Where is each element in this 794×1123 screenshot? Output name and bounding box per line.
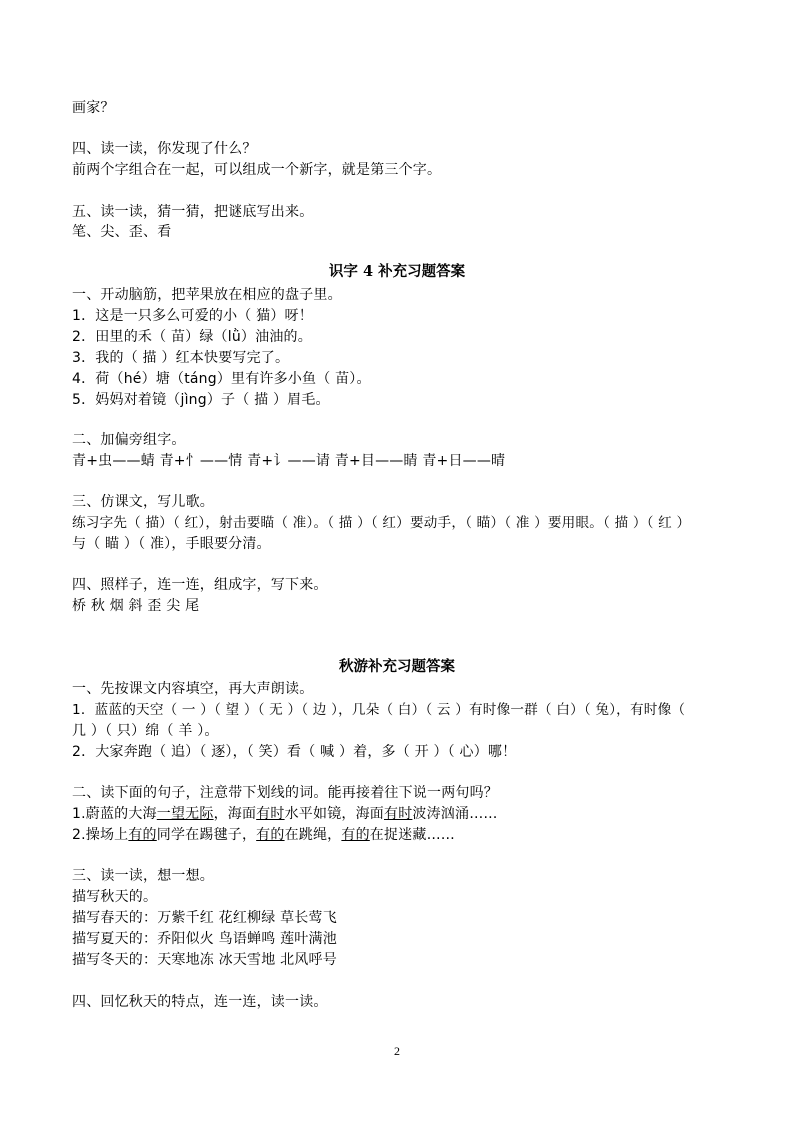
text-span: 2.操场上 bbox=[72, 827, 129, 843]
underlined-word: 有的 bbox=[128, 827, 157, 843]
text-line: 3．我的（ 描 ）红本快要写完了。 bbox=[72, 350, 290, 366]
text-span: 同学在踢毽子， bbox=[156, 827, 257, 843]
text-line bbox=[72, 825, 455, 845]
underlined-word: 有的 bbox=[341, 827, 370, 843]
section-title: 一、开动脑筋，把苹果放在相应的盘子里。 bbox=[72, 287, 342, 303]
text-line bbox=[72, 804, 498, 824]
text-span: 在跳绳， bbox=[284, 827, 342, 843]
text-span: ，海面 bbox=[213, 806, 257, 822]
text-line: 2．大家奔跑（ 追）（ 逐），（ 笑）看（ 喊 ）着，多（ 开 ）（ 心）哪！ bbox=[72, 744, 517, 760]
text-line: 2．田里的禾（ 苗）绿（lǜ）油油的。 bbox=[72, 329, 312, 345]
text-line: 前两个字组合在一起，可以组成一个新字，就是第三个字。 bbox=[72, 162, 442, 178]
underlined-word: 有时 bbox=[384, 806, 413, 822]
text-line: 1．这是一只多么可爱的小（ 猫）呀！ bbox=[72, 308, 313, 324]
section-title: 四、读一读，你发现了什么？ bbox=[72, 141, 257, 157]
underlined-word: 一望无际 bbox=[156, 806, 214, 822]
text-line: 1．蓝蓝的天空（ 一 ）（ 望 ）（ 无 ）（ 边 ），几朵（ 白）（ 云 ）有时像一群（ 白）（ 兔），有时像（ bbox=[72, 702, 686, 718]
text-span: 1.蔚蓝的大海 bbox=[72, 806, 157, 822]
text-line: 桥 秋 烟 斜 歪 尖 尾 bbox=[72, 598, 200, 614]
text-line: 描写夏天的：乔阳似火 鸟语蝉鸣 莲叶满池 bbox=[72, 931, 337, 947]
text-line: 描写秋天的。 bbox=[72, 889, 158, 905]
section-title: 三、读一读，想一想。 bbox=[72, 868, 214, 884]
section-title: 四、回忆秋天的特点，连一连，读一读。 bbox=[72, 994, 328, 1010]
text-span: 在捉迷藏…… bbox=[369, 827, 455, 843]
section-title: 五、读一读，猜一猜，把谜底写出来。 bbox=[72, 204, 314, 220]
underlined-word: 有时 bbox=[256, 806, 285, 822]
section-title: 二、读下面的句子，注意带下划线的词。能再接着往下说一两句吗？ bbox=[72, 785, 498, 801]
text-line: 与（ 瞄 ）（ 准），手眼要分清。 bbox=[72, 536, 271, 552]
text-line: 描写冬天的：天寒地冻 冰天雪地 北风呼号 bbox=[72, 952, 337, 968]
heading-shizi4-answers: 识字 4 补充习题答案 bbox=[328, 263, 466, 280]
text-line: 几 ）（ 只）绵（ 羊 ）。 bbox=[72, 723, 219, 739]
text-line: 练习字先（ 描）（ 红），射击要瞄（ 准）。（ 描 ）（ 红）要动手，（ 瞄）（ 准 ）要用眼。（ 描 ）（ 红 ） bbox=[72, 515, 691, 531]
section-title: 三、仿课文，写儿歌。 bbox=[72, 494, 214, 510]
section-title: 四、照样子，连一连，组成字，写下来。 bbox=[72, 577, 328, 593]
text-line: 青+虫——蜻 青+忄——情 青+讠——请 青+目——睛 青+日——晴 bbox=[72, 453, 506, 469]
text-span: 波涛汹涌…… bbox=[412, 806, 498, 822]
underlined-word: 有的 bbox=[256, 827, 285, 843]
text-line: 5．妈妈对着镜（jìng）子（ 描 ）眉毛。 bbox=[72, 392, 330, 408]
text-line: 描写春天的：万紫千红 花红柳绿 草长莺飞 bbox=[72, 910, 337, 926]
heading-qiuyou-answers: 秋游补充习题答案 bbox=[339, 658, 455, 675]
section-title: 二、加偏旁组字。 bbox=[72, 432, 186, 448]
page-number: 2 bbox=[394, 1044, 400, 1058]
text-line: 笔、尖、歪、看 bbox=[72, 224, 172, 240]
text-line: 4．荷（hé）塘（táng）里有许多小鱼（ 苗）。 bbox=[72, 371, 371, 387]
section-title: 一、先按课文内容填空，再大声朗读。 bbox=[72, 681, 314, 697]
text-span: 水平如镜，海面 bbox=[284, 806, 384, 822]
text-line: 画家？ bbox=[72, 100, 115, 116]
